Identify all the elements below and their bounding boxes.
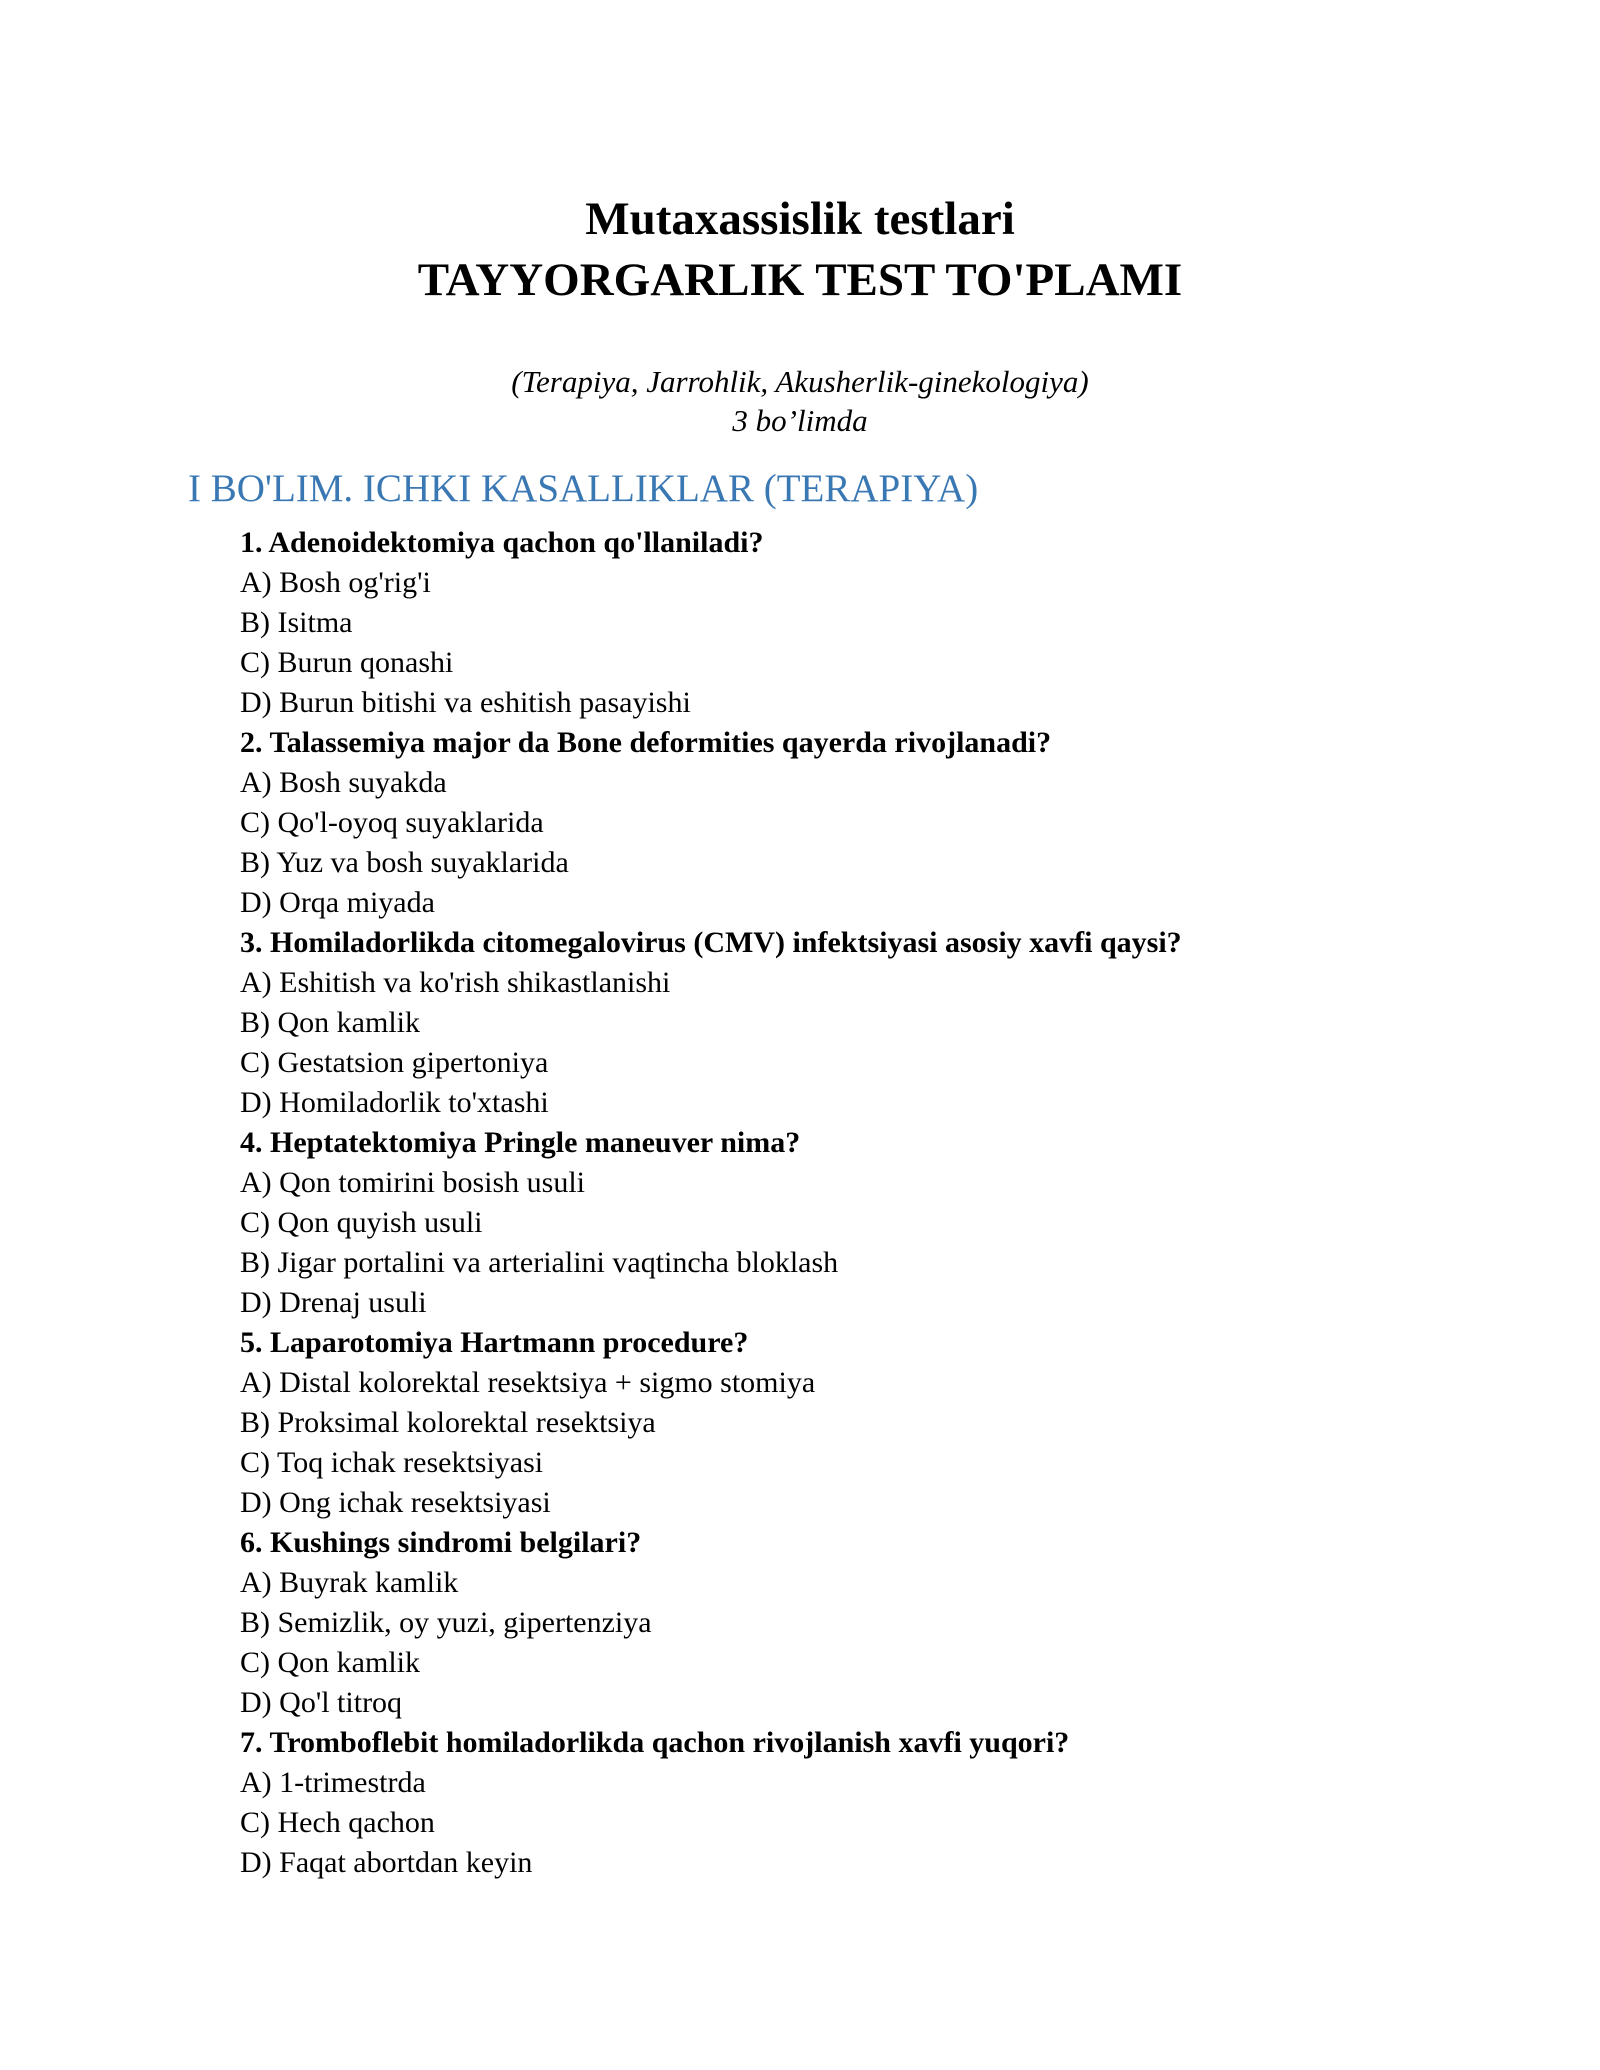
answer-option: C) Gestatsion gipertoniya	[240, 1046, 549, 1079]
question-text: 6. Kushings sindromi belgilari?	[240, 1526, 642, 1559]
document-subtitle: (Terapiya, Jarrohlik, Akusherlik-ginekologiya)	[511, 364, 1089, 399]
answer-option: A) Distal kolorektal resektsiya + sigmo stomiya	[240, 1366, 816, 1399]
answer-option: C) Hech qachon	[240, 1806, 435, 1839]
answer-option: D) Ong ichak resektsiyasi	[240, 1486, 551, 1519]
answer-option: B) Semizlik, oy yuzi, gipertenziya	[240, 1606, 652, 1639]
question-text: 5. Laparotomiya Hartmann procedure?	[240, 1326, 749, 1359]
answer-option: B) Proksimal kolorektal resektsiya	[240, 1406, 656, 1439]
answer-option: C) Burun qonashi	[240, 646, 454, 679]
document-title: Mutaxassislik testlari	[585, 193, 1015, 245]
question-text: 3. Homiladorlikda citomegalovirus (CMV) infektsiyasi asosiy xavfi qaysi?	[240, 926, 1182, 959]
answer-option: C) Qon quyish usuli	[240, 1206, 483, 1239]
answer-option: A) Eshitish va ko'rish shikastlanishi	[240, 966, 671, 999]
answer-option: B) Isitma	[240, 606, 353, 639]
answer-option: C) Qon kamlik	[240, 1646, 420, 1679]
answer-option: A) Bosh og'rig'i	[240, 566, 431, 599]
question-list	[240, 523, 1440, 1883]
answer-option: D) Homiladorlik to'xtashi	[240, 1086, 549, 1119]
answer-option: B) Jigar portalini va arterialini vaqtincha bloklash	[240, 1246, 839, 1279]
answer-option: A) Qon tomirini bosish usuli	[240, 1166, 586, 1199]
answer-option: D) Faqat abortdan keyin	[240, 1846, 533, 1879]
answer-option: B) Yuz va bosh suyaklarida	[240, 846, 569, 879]
document-title-secondary: TAYYORGARLIK TEST TO'PLAMI	[417, 254, 1183, 306]
answer-option: A) Bosh suyakda	[240, 766, 447, 799]
answer-option: C) Qo'l-oyoq suyaklarida	[240, 806, 544, 839]
answer-option: B) Qon kamlik	[240, 1006, 420, 1039]
question-text: 4. Heptatektomiya Pringle maneuver nima?	[240, 1126, 801, 1159]
section-heading: I BO'LIM. ICHKI KASALLIKLAR (TERAPIYA)	[188, 467, 979, 510]
question-text: 1. Adenoidektomiya qachon qo'llaniladi?	[240, 526, 764, 559]
document-subtitle-parts: 3 bo’limda	[732, 403, 868, 438]
answer-option: A) 1-trimestrda	[240, 1766, 426, 1799]
answer-option: D) Drenaj usuli	[240, 1286, 427, 1319]
answer-option: C) Toq ichak resektsiyasi	[240, 1446, 544, 1479]
answer-option: D) Orqa miyada	[240, 886, 435, 919]
question-text: 7. Tromboflebit homiladorlikda qachon rivojlanish xavfi yuqori?	[240, 1726, 1070, 1759]
answer-option: D) Burun bitishi va eshitish pasayishi	[240, 686, 691, 719]
question-text: 2. Talassemiya major da Bone deformities qayerda rivojlanadi?	[240, 726, 1052, 759]
answer-option: A) Buyrak kamlik	[240, 1566, 459, 1599]
answer-option: D) Qo'l titroq	[240, 1686, 403, 1719]
